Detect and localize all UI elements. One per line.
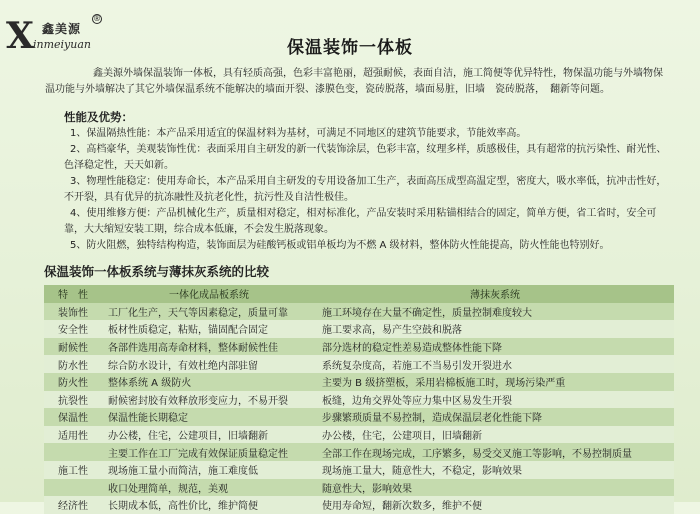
integrated-board-cell: 耐候密封胶有效释放形变应力，不易开裂 [102,391,316,409]
feature-cell: 装饰性 [44,303,102,321]
table-row [44,496,674,514]
registered-mark: ® [93,14,101,23]
logo-english-name: inmeiyuan [33,38,92,51]
feature-cell: 耐候性 [44,338,102,356]
integrated-board-cell: 长期成本低，高性价比，维护简便 [102,496,316,514]
thin-plaster-cell: 全部工作在现场完成，工序繁多，易受交叉施工等影响，不易控制质量 [316,443,674,461]
table-row [44,426,674,444]
feature-cell: 防水性 [44,355,102,373]
page-title: 保温装饰一体板 [287,38,413,58]
thin-plaster-cell: 随意性大，影响效果 [316,479,674,497]
integrated-board-cell: 保温性能长期稳定 [102,408,316,426]
feature-cell: 适用性 [44,426,102,444]
feature-cell: 经济性 [44,496,102,514]
advantages-list [64,126,676,254]
column-header-thin-plaster: 薄抹灰系统 [316,285,674,303]
integrated-board-cell: 收口处理简单，规范，美观 [102,479,316,497]
integrated-board-cell: 现场施工量小而简洁，施工难度低 [102,461,316,479]
intro-paragraph: 鑫美源外墙保温装饰一体板，具有轻质高强，色彩丰富艳丽，超强耐候，表面自洁，施工简便等优异特性，物保温功能与外墙物保温功能与外墙解决了其它外墙保温系统不能解决的墙面开裂、漆膜色变，瓷砖脱落，墙面易脏，旧墙 瓷砖脱落， 翻新等问题。 [45,68,663,95]
advantages-heading: 性能及优势： [64,110,133,124]
integrated-board-cell: 各部件选用高寿命材料，整体耐候性佳 [102,338,316,356]
column-header-integrated-board: 一体化成品板系统 [102,285,316,303]
table-row [44,443,674,461]
advantage-item: 3、物理性能稳定：使用寿命长，本产品采用自主研发的专用设备加工生产，表面高压成型高温定型，密度大，吸水率低，抗冲击性好，不开裂，具有优异的抗冻融性及抗老化性，抗污性及自洁性极佳。 [64,176,667,203]
table-row [44,479,674,497]
table-row [44,338,674,356]
table-header-row [44,285,674,303]
comparison-heading: 保温装饰一体板系统与薄抹灰系统的比较 [44,264,270,279]
thin-plaster-cell: 主要为 B 级挤塑板，采用岩棉板施工时，现场污染严重 [316,373,674,391]
advantage-item: 1、保温隔热性能：本产品采用适宜的保温材料为基材，可满足不同地区的建筑节能要求，节能效率高。 [70,128,527,139]
integrated-board-cell: 综合防水设计，有效杜绝内部驻留 [102,355,316,373]
integrated-board-cell: 办公楼，住宅，公建项目，旧墙翻新 [102,426,316,444]
feature-cell: 抗裂性 [44,391,102,409]
integrated-board-cell: 主要工作在工厂完成有效保证质量稳定性 [102,443,316,461]
comparison-table [44,285,674,514]
column-header-feature: 特 性 [44,285,102,303]
integrated-board-cell: 工厂化生产，天气等因素稳定，质量可靠 [102,303,316,321]
table-row [44,303,674,321]
feature-cell: 施工性 [44,461,102,479]
feature-cell: 防火性 [44,373,102,391]
feature-cell [44,443,102,461]
thin-plaster-cell: 部分选材的稳定性差易造成整体性能下降 [316,338,674,356]
table-row [44,320,674,338]
table-row [44,355,674,373]
logo-chinese-name: 鑫美源 [42,22,82,36]
feature-cell: 安全性 [44,320,102,338]
thin-plaster-cell: 系统复杂度高，若施工不当易引发开裂进水 [316,355,674,373]
thin-plaster-cell: 步骤繁琐质量不易控制，造成保温层老化性能下降 [316,408,674,426]
feature-cell [44,479,102,497]
thin-plaster-cell: 施工要求高，易产生空鼓和脱落 [316,320,674,338]
advantage-item: 5、防火阻燃，独特结构构造，装饰面层为硅酸钙板或铝单板均为不燃 A 级材料，整体防火性能提高，防火性能也特别好。 [70,240,610,251]
thin-plaster-cell: 办公楼，住宅，公建项目，旧墙翻新 [316,426,674,444]
feature-cell: 保温性 [44,408,102,426]
table-row [44,373,674,391]
advantage-item: 4、使用维修方便：产品机械化生产，质量相对稳定，相对标准化，产品安装时采用粘锚相结合的固定，简单方便，省工省时，安全可靠，大大缩短安装工期，综合成本低廉，不会发生脱落现象。 [64,208,657,235]
thin-plaster-cell: 施工环境存在大量不确定性，质量控制难度较大 [316,303,674,321]
table-row [44,408,674,426]
thin-plaster-cell: 板缝，边角交界处等应力集中区易发生开裂 [316,391,674,409]
advantage-item: 2、高档豪华，美观装饰性优：表面采用自主研发的新一代装饰涂层，色彩丰富，纹理多样，质感极佳，具有超常的抗污染性、耐光性、色泽稳定性，天天如新。 [64,144,667,171]
thin-plaster-cell: 使用寿命短，翻新次数多，维护不便 [316,496,674,514]
integrated-board-cell: 整体系统 A 级防火 [102,373,316,391]
integrated-board-cell: 板材性质稳定，粘贴，锚固配合固定 [102,320,316,338]
table-row [44,461,674,479]
thin-plaster-cell: 现场施工量大，随意性大，不稳定，影响效果 [316,461,674,479]
table-row [44,391,674,409]
logo-mark: X [6,15,34,57]
